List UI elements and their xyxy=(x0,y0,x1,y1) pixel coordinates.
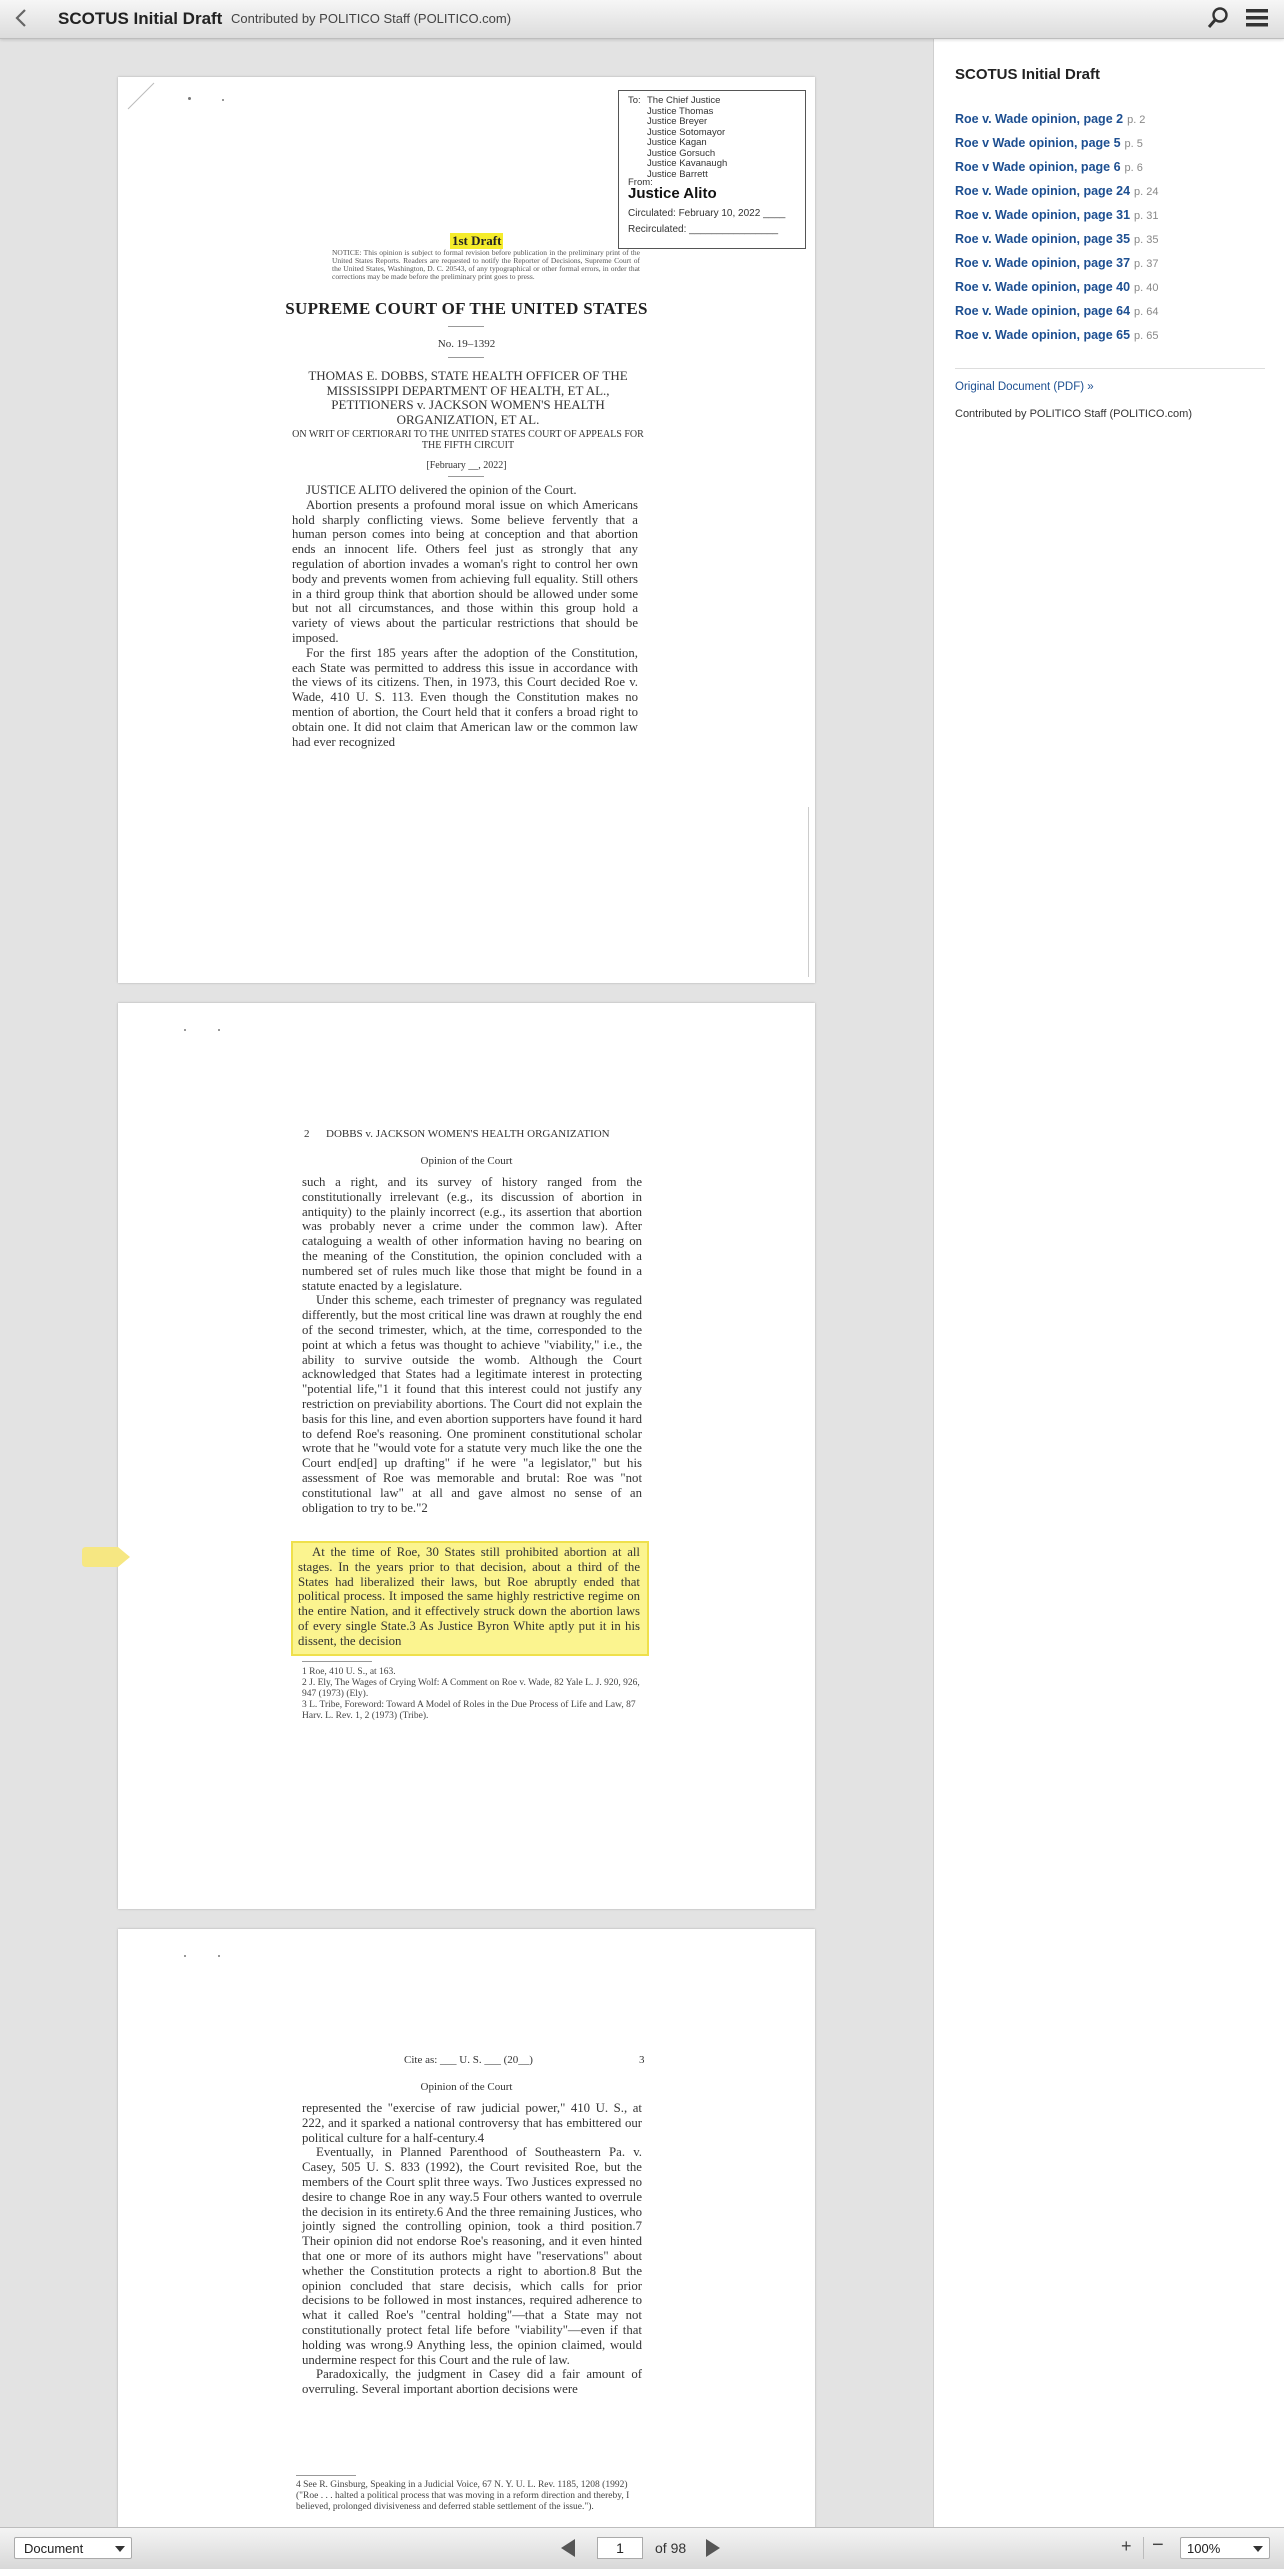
chevron-down-icon xyxy=(1253,2546,1263,2552)
annotation-link[interactable]: Roe v. Wade opinion, page 31 xyxy=(955,208,1131,222)
paragraph: At the time of Roe, 30 States still prohibited abortion at all stages. In the years prior to that decision, about a third of the States had liberalized their laws, but Roe abruptly ended that political process. It imposed the same highly restrictive regime on the entire Nation, and it effectively struck down the abortion laws of every single State.3 As Justice Byron White aptly put it in his dissent, the decision xyxy=(298,1545,640,1648)
document-page-1 xyxy=(118,77,815,983)
scan-dot xyxy=(188,97,191,100)
paragraph: Abortion presents a profound moral issue on which Americans hold sharply conflicting views. Some believe fervently that a human person comes into being at conception and that abortion ends an innocent life. Others feel just as strongly that any regulation of abortion invades a woman's right to control her own body and prevents women from achieving full equality. Still others in a third group think that abortion should be allowed under some but not all circumstances, and those within this group hold a variety of views about the particular restrictions that should be imposed. xyxy=(292,497,638,645)
contributor-text: Contributed by POLITICO Staff (POLITICO.com) xyxy=(231,11,512,26)
document-page-3 xyxy=(118,1929,815,2527)
annotation-page: p. 65 xyxy=(1134,330,1159,342)
scan-dot xyxy=(218,1029,220,1031)
paragraph: represented the "exercise of raw judicial power," 410 U. S., at 222, and it sparked a national controversy that has embittered our political culture for a half-century.4 xyxy=(302,2101,642,2145)
top-toolbar xyxy=(0,0,1284,39)
annotation-item[interactable] xyxy=(955,208,1159,232)
annotation-link[interactable]: Roe v. Wade opinion, page 40 xyxy=(955,280,1131,294)
hamburger-menu-icon[interactable] xyxy=(1245,7,1269,29)
annotation-link[interactable]: Roe v. Wade opinion, page 37 xyxy=(955,256,1131,270)
annotation-link[interactable]: Roe v. Wade opinion, page 65 xyxy=(955,328,1131,342)
document-page-2 xyxy=(118,1003,815,1909)
footnote-divider xyxy=(302,1661,372,1662)
footnote: 3 L. Tribe, Foreword: Toward A Model of Roles in the Due Process of Life and Law, 87 Harv. L. Rev. 1, 2 (1973) (Tribe). xyxy=(302,1700,636,1721)
annotation-item[interactable] xyxy=(955,160,1159,184)
annotation-link[interactable]: Roe v Wade opinion, page 6 xyxy=(955,160,1121,174)
memo-recipient: Justice Sotomayor xyxy=(647,126,726,138)
footnote: 1 Roe, 410 U. S., at 163. xyxy=(302,1667,396,1677)
memo-to-label: To: xyxy=(628,95,641,106)
circulation-memo-box xyxy=(618,90,806,249)
footnote: 2 J. Ely, The Wages of Crying Wolf: A Comment on Roe v. Wade, 82 Yale L. J. 920, 926, 947 (1973) (Ely). xyxy=(302,1678,640,1699)
notes-sidebar xyxy=(933,39,1284,2527)
scan-dot xyxy=(184,1955,186,1957)
memo-recipient: Justice Kagan xyxy=(647,137,707,148)
next-page-button[interactable] xyxy=(706,2539,720,2557)
scan-dot xyxy=(218,1955,220,1957)
docket-number: No. 19–1392 xyxy=(437,338,496,350)
highlighted-passage xyxy=(298,1545,640,1649)
page-total: of 98 xyxy=(655,2540,687,2556)
view-mode-select[interactable] xyxy=(14,2537,132,2559)
footnotes xyxy=(302,1667,642,1722)
annotation-list xyxy=(955,112,1159,352)
highlight-marker-icon[interactable] xyxy=(80,1545,132,1569)
page-number-input[interactable] xyxy=(597,2537,643,2559)
paragraph: Paradoxically, the judgment in Casey did a fair amount of overruling. Several important abortion decisions were xyxy=(302,2367,642,2397)
view-mode-value: Document xyxy=(24,2541,84,2556)
divider xyxy=(448,357,484,358)
annotation-page: p. 6 xyxy=(1124,162,1143,174)
annotation-link[interactable]: Roe v Wade opinion, page 5 xyxy=(955,136,1121,150)
writ-text: ON WRIT OF CERTIORARI TO THE UNITED STATES COURT OF APPEALS FOR THE FIFTH CIRCUIT xyxy=(292,429,644,451)
sidebar-contributor: Contributed by POLITICO Staff (POLITICO.com) xyxy=(955,408,1192,420)
memo-recipient: Justice Thomas xyxy=(647,105,714,117)
annotation-link[interactable]: Roe v. Wade opinion, page 24 xyxy=(955,184,1131,198)
memo-recipient: Justice Gorsuch xyxy=(647,147,716,159)
bottom-toolbar xyxy=(0,2527,1284,2569)
annotation-page: p. 40 xyxy=(1134,282,1159,294)
paragraph: Eventually, in Planned Parenthood of Southeastern Pa. v. Casey, 505 U. S. 833 (1992), the Court revisited Roe, but the members of the Court split three ways. Two Justices expressed no desire to change Roe in any way.5 Four others wanted to overrule the decision in its entirety.6 And the three remaining Justices, who jointly signed the controlling opinion, took a third position.7 Their opinion did not endorse Roe's reasoning, and it even hinted that one or more of its authors might have "reservations" about whether the Constitution protects a right to abortion.8 But the opinion concluded that stare decisis, which calls for prior decisions to be followed in most instances, required adherence to what it called Roe's "central holding"—that a State may not constitutionally protect fetal life before "viability"—even if that holding was wrong.9 Anything less, the opinion claimed, would undermine respect for this Court and the rule of law. xyxy=(302,2145,642,2367)
memo-from-label: From: xyxy=(628,177,653,188)
footnote-divider xyxy=(296,2475,356,2476)
opinion-body xyxy=(302,1175,642,1515)
divider xyxy=(448,326,484,327)
annotation-page: p. 2 xyxy=(1127,114,1146,126)
annotation-page: p. 24 xyxy=(1134,186,1159,198)
annotation-item[interactable] xyxy=(955,184,1159,208)
footnotes xyxy=(296,2480,642,2513)
running-head: 2 DOBBS v. JACKSON WOMEN'S HEALTH ORGANIZATION xyxy=(304,1128,610,1140)
memo-recipient: Justice Barrett xyxy=(647,168,708,180)
paragraph: For the first 185 years after the adoption of the Constitution, each State was permitted to address this issue in accordance with the views of its citizens. Then, in 1973, this Court decided Roe v. Wade, 410 U. S. 113. Even though the Constitution makes no mention of abortion, the Court held that it confers a broad right to obtain one. It did not claim that American law or the common law had ever recognized xyxy=(292,645,638,749)
paragraph: such a right, and its survey of history ranged from the constitutionally irrelevant (e.g., its discussion of abortion in antiquity) to the plainly incorrect (e.g., its assertion that abortion was probably never a crime under the common law). After cataloguing a wealth of other information having no bearing on the meaning of the Constitution, the opinion concluded with a numbered set of rules much like those that might be found in a statute enacted by a legislature. xyxy=(302,1175,642,1293)
memo-recipient: Justice Kavanaugh xyxy=(647,158,728,169)
page-number: 3 xyxy=(639,2054,645,2066)
annotation-page: p. 37 xyxy=(1134,258,1159,270)
annotation-item[interactable] xyxy=(955,136,1159,160)
annotation-item[interactable] xyxy=(955,328,1159,352)
document-title: SCOTUS Initial Draft xyxy=(58,9,223,28)
annotation-page: p. 35 xyxy=(1134,234,1159,246)
sidebar-divider xyxy=(955,368,1265,369)
zoom-in-button[interactable]: + xyxy=(1121,2536,1132,2556)
annotation-page: p. 5 xyxy=(1124,138,1143,150)
zoom-out-button[interactable]: − xyxy=(1152,2534,1164,2556)
annotation-link[interactable]: Roe v. Wade opinion, page 2 xyxy=(955,112,1124,126)
annotation-page: p. 31 xyxy=(1134,210,1159,222)
opinion-body xyxy=(302,2101,642,2397)
memo-recipients xyxy=(647,96,727,180)
running-head: Cite as: ___ U. S. ___ (20__) xyxy=(404,2054,533,2066)
annotation-item[interactable] xyxy=(955,304,1159,328)
draft-label: 1st Draft xyxy=(452,233,502,248)
original-document-link[interactable]: Original Document (PDF) » xyxy=(955,381,1094,393)
footnote: 4 See R. Ginsburg, Speaking in a Judicial Voice, 67 N. Y. U. L. Rev. 1185, 1208 (1992) ("Roe . . . halted a political process that was moving in a reform direction and thereby, I believed, prolonged divisiveness and deferred stable settlement of the issue."). xyxy=(296,2480,630,2512)
section-heading: Opinion of the Court xyxy=(420,2081,513,2093)
divider xyxy=(448,476,484,477)
memo-recirculated: Recirculated: ________________ xyxy=(628,224,779,235)
delivered-line: JUSTICE ALITO delivered the opinion of the Court. xyxy=(306,483,577,497)
annotation-page: p. 64 xyxy=(1134,306,1159,318)
annotation-item[interactable] xyxy=(955,232,1159,256)
memo-from-name: Justice Alito xyxy=(628,185,717,202)
scan-dot xyxy=(222,99,224,101)
memo-recipient: The Chief Justice xyxy=(647,95,721,106)
notice-text: NOTICE: This opinion is subject to formal revision before publication in the preliminary print of the United States Reports. Readers are requested to notify the Reporter of Decisions, Supreme Court of the United States, Washington, D. C. 20543, of any typographical or other formal errors, in order that corrections may be made before the preliminary print goes to press. xyxy=(332,248,640,281)
scan-dot xyxy=(184,1029,186,1031)
back-arrow-icon[interactable] xyxy=(10,6,34,30)
annotation-link[interactable]: Roe v. Wade opinion, page 35 xyxy=(955,232,1131,246)
zoom-select[interactable] xyxy=(1180,2537,1270,2559)
scan-mark xyxy=(126,81,156,111)
sidebar-title: SCOTUS Initial Draft xyxy=(955,66,1101,83)
case-name: THOMAS E. DOBBS, STATE HEALTH OFFICER OF THE MISSISSIPPI DEPARTMENT OF HEALTH, ET AL., PETITIONERS v. JACKSON WOMEN'S HEALTH ORGANIZATION, ET AL. xyxy=(308,368,628,427)
search-icon[interactable] xyxy=(1206,6,1230,30)
annotation-item[interactable] xyxy=(955,112,1159,136)
memo-recipient: Justice Breyer xyxy=(647,116,708,127)
scan-edge xyxy=(808,807,809,977)
paragraph: Under this scheme, each trimester of pregnancy was regulated differently, but the most critical line was drawn at roughly the end of the second trimester, which, at the time, corresponded to the point at which a fetus was thought to achieve "viability," i.e., the ability to survive outside the womb. Although the Court acknowledged that States had a legitimate interest in protecting "potential life,"1 it found that this interest could not justify any restriction on previability abortions. The Court did not explain the basis for this line, and even abortion supporters have found it hard to defend Roe's reasoning. One prominent constitutional scholar wrote that he "would vote for a statute very much like the one the Court end[ed] up drafting" if he were "a legislator," but his assessment of Roe was memorable and brutal: Roe was "not constitutional law" at all and gave almost no sense of an obligation to try to be."2 xyxy=(302,1293,642,1515)
annotation-item[interactable] xyxy=(955,256,1159,280)
opinion-date: [February __, 2022] xyxy=(426,460,507,471)
memo-circulated: Circulated: February 10, 2022 ____ xyxy=(628,208,786,219)
document-viewer[interactable] xyxy=(0,39,933,2527)
opinion-body xyxy=(292,483,638,749)
annotation-link[interactable]: Roe v. Wade opinion, page 64 xyxy=(955,304,1131,318)
zoom-value: 100% xyxy=(1187,2541,1221,2556)
section-heading: Opinion of the Court xyxy=(420,1155,513,1167)
chevron-down-icon xyxy=(115,2546,125,2552)
annotation-item[interactable] xyxy=(955,280,1159,304)
court-heading: SUPREME COURT OF THE UNITED STATES xyxy=(285,299,648,318)
previous-page-button[interactable] xyxy=(561,2539,575,2557)
divider xyxy=(1143,2537,1144,2559)
